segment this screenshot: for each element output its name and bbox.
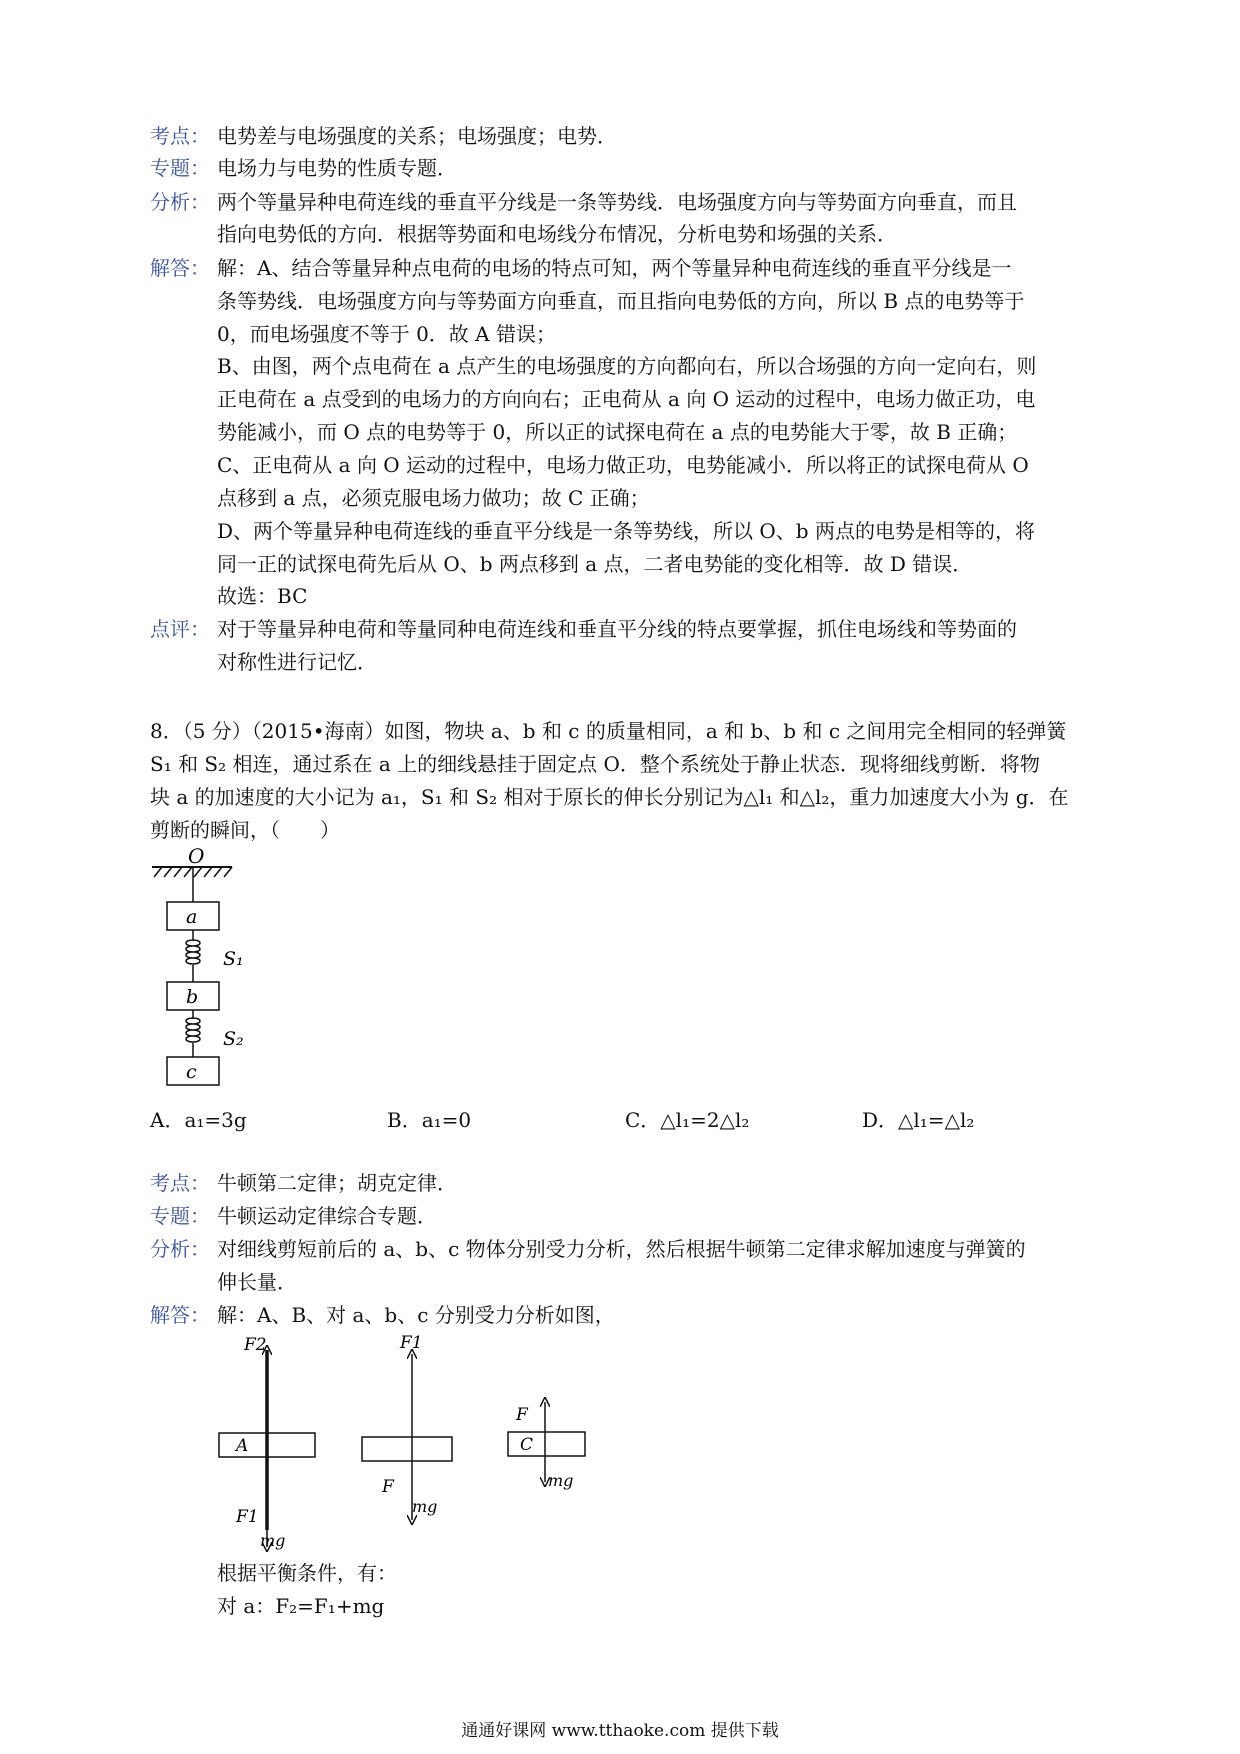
option-a: A．a₁=3g: [150, 1108, 247, 1132]
q7-jieda-line: 0，而电场强度不等于 0．故 A 错误；: [217, 322, 556, 346]
force-diagram-a: [219, 1335, 315, 1550]
diagram-a-label: A: [236, 1436, 249, 1456]
q7-jieda-line: C、正电荷从 a 向 O 运动的过程中，电场力做正功，电势能减小．所以将正的试探电荷从 O: [217, 453, 1029, 477]
q7-jieda-line: 势能减小，而 O 点的电势等于 0，所以正的试探电荷在 a 点的电势能大于零，故 B 正确；: [217, 420, 1018, 444]
label-kaodian: 考点：: [150, 124, 210, 148]
q8-jieda-line: 解：A、B、对 a、b、c 分别受力分析如图，: [217, 1303, 615, 1327]
force-diagram-c: [508, 1402, 585, 1490]
q8-fenxi-line: 伸长量．: [217, 1270, 297, 1294]
block-b-box: [362, 1437, 452, 1461]
label-jieda: 解答：: [150, 1303, 210, 1327]
q8-zhuanti: 牛顿运动定律综合专题．: [217, 1204, 437, 1228]
fig-label-S1: S₁: [223, 948, 244, 970]
q7-fenxi-line: 指向电势低的方向．根据等势面和电场线分布情况，分析电势和场强的关系．: [217, 222, 897, 246]
q7-zhuanti: 电场力与电势的性质专题．: [217, 156, 457, 180]
label-mg-c: mg: [548, 1471, 574, 1490]
q7-jieda-line: 点移到 a 点，必须克服电场力做功；故 C 正确；: [217, 486, 650, 510]
q8-after-line: 根据平衡条件，有：: [217, 1561, 397, 1585]
q7-dianping-line: 对称性进行记忆．: [217, 650, 377, 674]
label-f1-up: F1: [400, 1333, 423, 1353]
spring-s2: [186, 1010, 200, 1057]
q8-stem-line: S₁ 和 S₂ 相连，通过系在 a 上的细线悬挂于固定点 O．整个系统处于静止状态．现将细线剪断．将物: [150, 752, 1040, 776]
label-f-b: F: [382, 1477, 394, 1497]
q8-stem-line: 剪断的瞬间，（ ）: [150, 818, 340, 842]
q8-fenxi-line: 对细线剪短前后的 a、b、c 物体分别受力分析，然后根据牛顿第二定律求解加速度与弹簧的: [217, 1237, 1026, 1261]
fig-label-b: b: [186, 986, 199, 1008]
q8-after-line: 对 a：F₂=F₁+mg: [217, 1594, 385, 1618]
q8-stem-line: 8．（5 分）（2015•海南）如图，物块 a、b 和 c 的质量相同，a 和 b、b 和 c 之间用完全相同的轻弹簧: [150, 719, 1067, 743]
label-f2: F2: [244, 1335, 267, 1355]
spring-block-figure: [140, 845, 270, 1105]
q8-kaodian: 牛顿第二定律；胡克定律．: [217, 1171, 457, 1195]
option-d: D．△l₁=△l₂: [862, 1108, 975, 1132]
label-zhuanti: 专题：: [150, 156, 210, 180]
force-diagrams: [200, 1332, 620, 1552]
label-zhuanti: 专题：: [150, 1204, 210, 1228]
label-mg-b: mg: [412, 1497, 438, 1516]
q7-fenxi-line: 两个等量异种电荷连线的垂直平分线是一条等势线．电场强度方向与等势面方向垂直，而且: [217, 190, 1017, 214]
label-jieda: 解答：: [150, 256, 210, 280]
option-b: B．a₁=0: [387, 1108, 472, 1132]
label-dianping: 点评：: [150, 617, 210, 641]
label-fenxi: 分析：: [150, 190, 210, 214]
option-c: C．△l₁=2△l₂: [625, 1108, 750, 1132]
label-kaodian: 考点：: [150, 1171, 210, 1195]
label-f-c: F: [516, 1405, 528, 1425]
q7-jieda-line: 同一正的试探电荷先后从 O、b 两点移到 a 点，二者电势能的变化相等．故 D 错误．: [217, 552, 973, 576]
fig-label-S2: S₂: [223, 1028, 244, 1050]
q7-jieda-line: B、由图，两个点电荷在 a 点产生的电场强度的方向都向右，所以合场强的方向一定向右，则: [217, 354, 1037, 378]
fig-label-O: O: [188, 845, 205, 868]
fig-label-c: c: [186, 1061, 197, 1083]
label-fenxi: 分析：: [150, 1237, 210, 1261]
page-footer: 通通好课网 www.tthaoke.com 提供下载: [461, 1721, 779, 1741]
force-diagram-b: [362, 1333, 452, 1520]
diagram-c-label: C: [520, 1435, 534, 1455]
q7-kaodian: 电势差与电场强度的关系；电场强度；电势．: [217, 124, 617, 148]
q8-stem-line: 块 a 的加速度的大小记为 a₁，S₁ 和 S₂ 相对于原长的伸长分别记为△l₁ 和△l₂，重力加速度大小为 g．在: [150, 785, 1069, 809]
q7-jieda-line: 条等势线．电场强度方向与等势面方向垂直，而且指向电势低的方向，所以 B 点的电势等于: [217, 289, 1025, 313]
label-mg-a: mg: [260, 1531, 286, 1550]
fig-label-a: a: [186, 906, 198, 928]
q7-jieda-line: 故选：BC: [217, 584, 308, 608]
label-f1: F1: [236, 1507, 259, 1527]
q7-jieda-line: D、两个等量异种电荷连线的垂直平分线是一条等势线，所以 O、b 两点的电势是相等的，将: [217, 519, 1035, 543]
q7-jieda-line: 解：A、结合等量异种点电荷的电场的特点可知，两个等量异种电荷连线的垂直平分线是一: [217, 256, 1012, 280]
spring-s1: [186, 930, 200, 982]
q7-jieda-line: 正电荷在 a 点受到的电场力的方向向右；正电荷从 a 向 O 运动的过程中，电场力做正功，电: [217, 387, 1036, 411]
q7-dianping-line: 对于等量异种电荷和等量同种电荷连线和垂直平分线的特点要掌握，抓住电场线和等势面的: [217, 617, 1017, 641]
